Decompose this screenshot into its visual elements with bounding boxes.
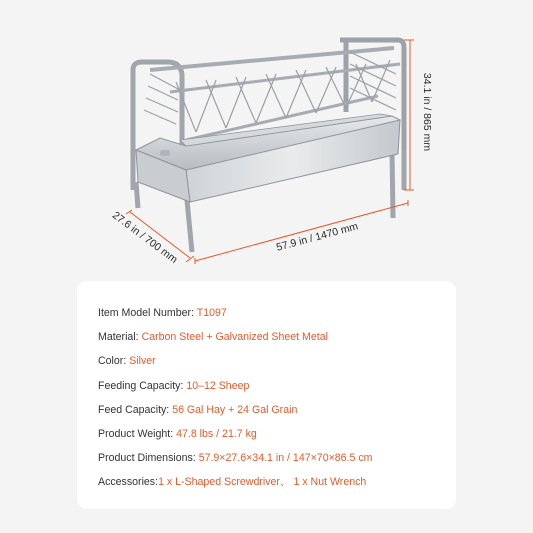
spec-row-dimensions (98, 446, 456, 470)
spec-value: 47.8 lbs / 21.7 kg (176, 428, 257, 441)
spec-value: 56 Gal Hay + 24 Gal Grain (172, 403, 298, 416)
spec-row-material (98, 325, 456, 349)
spec-value: 57.9×27.6×34.1 in / 147×70×86.5 cm (198, 452, 373, 465)
spec-card (77, 281, 456, 509)
feeder-drawing (133, 40, 404, 252)
spec-row-weight (98, 422, 456, 446)
depth-dimension-label: 27.6 in / 700 mm (109, 209, 180, 266)
spec-row-color (98, 349, 456, 373)
spec-value: T1097 (196, 307, 227, 319)
spec-label: Feeding Capacity: (98, 379, 187, 392)
spec-value: 1 x L-Shaped Screwdriver、 1 x Nut Wrench (158, 476, 367, 489)
spec-label: Feed Capacity: (98, 403, 173, 416)
spec-value: Silver (129, 355, 156, 368)
spec-label: Accessories: (98, 476, 159, 489)
height-dimension-label: 34.1 in / 865 mm (421, 72, 433, 152)
spec-label: Product Dimensions: (98, 452, 199, 465)
spec-row-model (98, 301, 456, 325)
spec-row-feeding-capacity (98, 374, 456, 398)
spec-label: Color: (98, 355, 130, 368)
spec-value: Carbon Steel + Galvanized Sheet Metal (141, 331, 328, 344)
spec-label: Product Weight: (98, 428, 177, 441)
spec-row-feed-capacity (98, 398, 456, 422)
spec-value: 10–12 Sheep (186, 379, 250, 392)
spec-row-accessories (98, 470, 456, 494)
spec-label: Material: (98, 331, 142, 344)
spec-label: Item Model Number: (98, 307, 197, 319)
width-dimension-label: 57.9 in / 1470 mm (275, 220, 360, 254)
